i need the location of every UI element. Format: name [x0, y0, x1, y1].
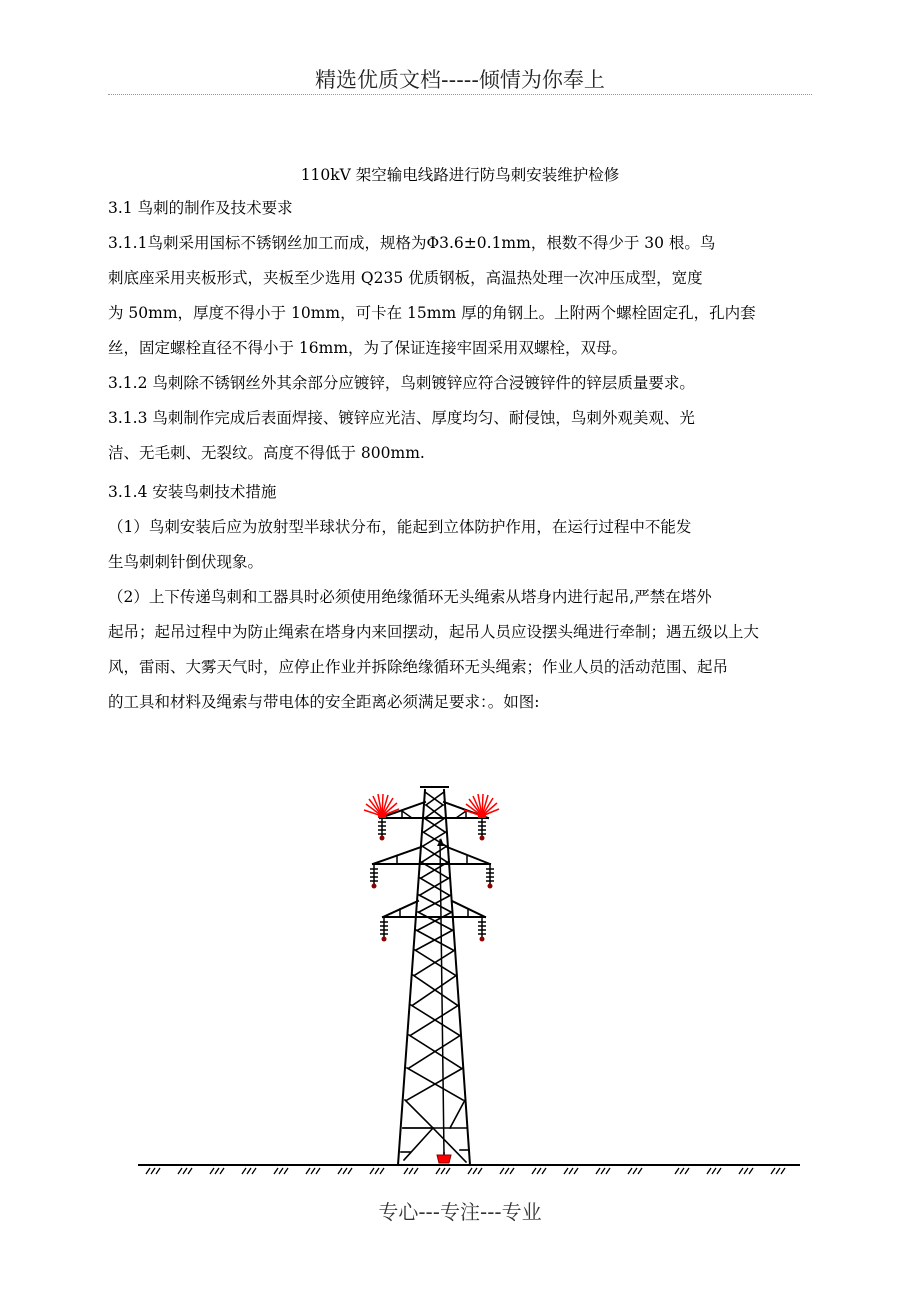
text-line: 的工具和材料及绳索与带电体的安全距离必须满足要求：。如图:: [108, 693, 540, 711]
subsection-heading: 3.1.4 安装鸟刺技术措施: [108, 483, 277, 501]
text-line: 刺底座采用夹板形式，夹板至少选用 Q235 优质钢板，高温热处理一次冲压成型，宽度: [108, 269, 703, 287]
text-line: 3.1.3 鸟刺制作完成后表面焊接、镀锌应光洁、厚度均匀、耐侵蚀，鸟刺外观美观、光: [108, 409, 695, 427]
text-line: 3.1.1鸟刺采用国标不锈钢丝加工而成，规格为Φ3.6±0.1mm，根数不得少于 30 根。鸟: [108, 234, 716, 252]
paragraph-item-2: [108, 580, 816, 720]
paragraph-item-1: [108, 510, 816, 580]
text-line: 3.1.2 鸟刺除不锈钢丝外其余部分应镀锌，鸟刺镀锌应符合浸镀锌件的锌层质量要求。: [108, 374, 695, 392]
text-line: 为 50mm，厚度不得小于 10mm，可卡在 15mm 厚的角钢上。上附两个螺栓固定孔，孔内套: [108, 304, 756, 322]
bird-spike-right: [464, 794, 499, 818]
insulator-mid-right: [486, 864, 494, 889]
ground-hatching: [146, 1168, 785, 1174]
page-header: 精选优质文档-----倾情为你奉上: [315, 68, 605, 92]
ground-line: [138, 1165, 800, 1174]
text-line: 生鸟刺刺针倒伏现象。: [108, 553, 264, 571]
insulator-low-right: [478, 917, 486, 942]
insulator-top-right: [478, 818, 486, 841]
text-line: 丝，固定螺栓直径不得小于 16mm，为了保证连接牢固采用双螺栓，双母。: [108, 339, 628, 357]
page-footer: 专心---专注---专业: [378, 1200, 542, 1224]
insulator-top-left: [378, 818, 386, 841]
header-divider: [108, 94, 812, 95]
document-body: [108, 191, 816, 720]
section-heading: 3.1 鸟刺的制作及技术要求: [108, 199, 293, 217]
tower-diagram: [130, 775, 810, 1175]
text-line: 洁、无毛刺、无裂纹。高度不得低于 800mm.: [108, 444, 425, 462]
paragraph-3-1-2: [108, 366, 816, 401]
insulator-low-left: [380, 917, 388, 942]
text-line: 起吊；起吊过程中为防止绳索在塔身内来回摆动，起吊人员应设摆头绳进行牵制；遇五级以上大: [108, 623, 760, 641]
document-title: 110kV 架空输电线路进行防鸟刺安装维护检修: [300, 166, 620, 184]
bird-spike-left: [364, 794, 399, 818]
paragraph-3-1-4: [108, 475, 816, 510]
paragraph-3-1-3: [108, 401, 816, 471]
text-line: 风，雷雨、大雾天气时，应停止作业并拆除绝缘循环无头绳索；作业人员的活动范围、起吊: [108, 658, 729, 676]
text-line: （1）鸟刺安装后应为放射型半球状分布，能起到立体防护作用，在运行过程中不能发: [108, 518, 692, 536]
paragraph-3-1-1: [108, 226, 816, 366]
text-line: （2）上下传递鸟刺和工器具时必须使用绝缘循环无头绳索从塔身内进行起吊,严禁在塔外: [108, 588, 712, 606]
lifting-bucket: [437, 1152, 451, 1163]
insulator-mid-left: [370, 864, 378, 889]
tower-legs: [398, 787, 470, 1165]
